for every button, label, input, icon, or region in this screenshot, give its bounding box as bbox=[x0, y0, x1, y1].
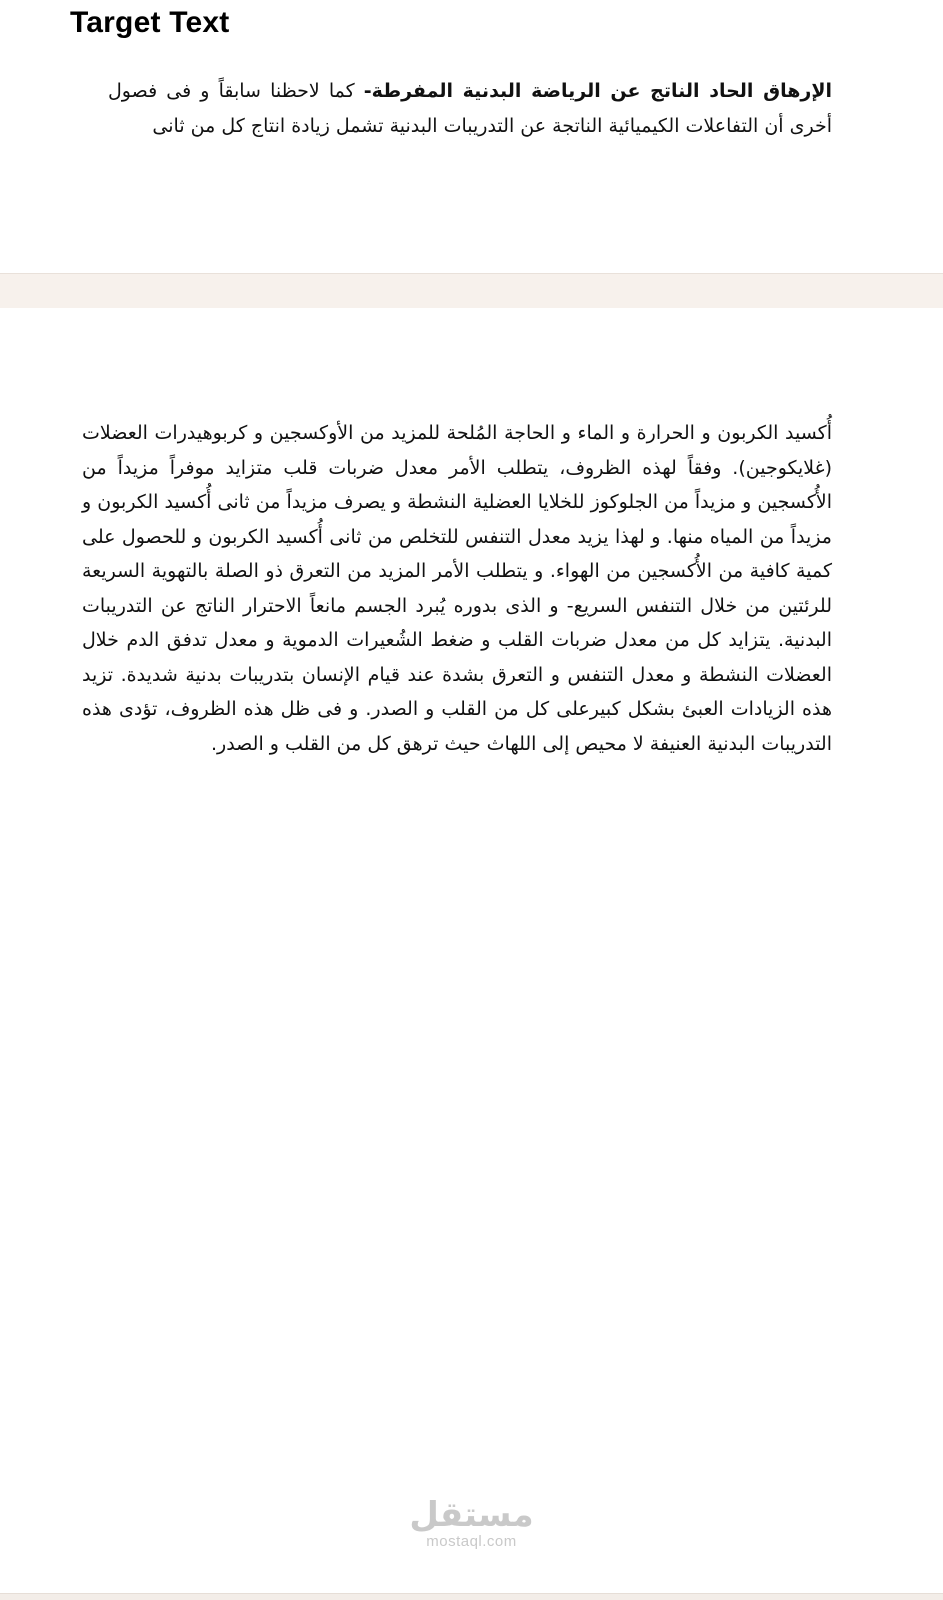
document-page-bottom bbox=[0, 308, 943, 1593]
document-page-top bbox=[0, 0, 943, 273]
intro-text: كما لاحظنا سابقاً و فى فصول أخرى أن التفاعلات الكيميائية الناتجة عن التدريبات البدنية تشمل زيادة انتاج كل من ثانى bbox=[108, 80, 832, 137]
body-paragraph: أُكسيد الكربون و الحرارة و الماء و الحاجة المُلحة للمزيد من الأوكسجين و كربوهيدرات العضلات (غلايكوجين). وفقاً لهذه الظروف، يتطلب الأمر معدل ضربات قلب متزايد موفراً مزيداً من الأُكسجين و مزيداً من الجلوكوز للخلايا العضلية النشطة و يصرف مزيداً من ثانى أُكسيد الكربون و مزيداً من المياه منها. و لهذا يزيد معدل التنفس للتخلص من ثانى أُكسيد الكربون و للحصول على كمية كافية من الأُكسجين من الهواء. و يتطلب الأمر المزيد من التعرق ذو الصلة بالتهوية السريعة للرئتين من خلال التنفس السريع- و الذى بدوره يُبرد الجسم مانعاً الاحترار الناتج عن التدريبات البدنية. يتزايد كل من معدل ضربات القلب و ضغط الشُعيرات الدموية و معدل تدفق الدم خلال العضلات النشطة و معدل التنفس و التعرق بشدة عند قيام الإنسان بتدريبات بدنية شديدة. تزيد هذه الزيادات العبئ بشكل كبيرعلى كل من القلب و الصدر. و فى ظل هذه الظروف، تؤدى هذه التدريبات البدنية العنيفة لا محيص إلى اللهاث حيث ترهق كل من القلب و الصدر. bbox=[82, 422, 832, 755]
intro-paragraph bbox=[108, 74, 832, 144]
document-heading: Target Text bbox=[70, 6, 230, 39]
watermark-url: mostaql.com bbox=[426, 1533, 517, 1550]
intro-bold-title: الإرهاق الحاد الناتج عن الرياضة البدنية المفرطة- bbox=[363, 80, 833, 102]
watermark bbox=[0, 1496, 943, 1550]
page-separator bbox=[0, 273, 943, 309]
watermark-logo: مستقل bbox=[409, 1495, 534, 1535]
